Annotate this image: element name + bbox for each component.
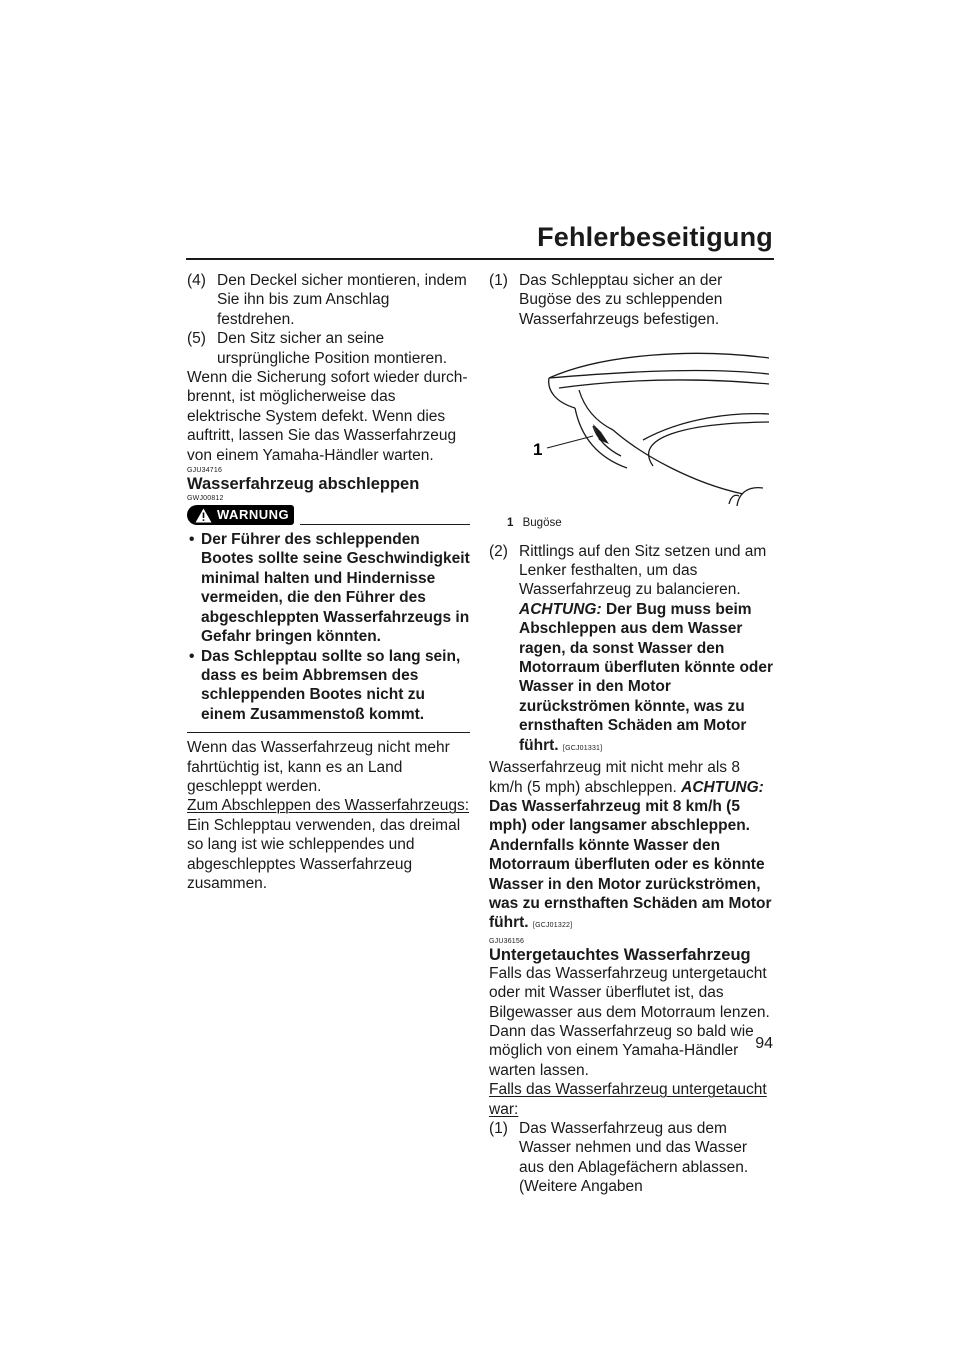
caution-text: Das Wasserfahrzeug mit 8 km/h (5 mph) oder langsamer abschleppen. Andernfalls könnte Wasser den Motorraum überfluten oder es könnte Wasser in den Motor zurückströmen, was zu ernsthaften Schäden am Motor führt. (489, 797, 772, 932)
warning-box (187, 525, 470, 733)
warning-badge (187, 505, 294, 525)
right-column (489, 271, 774, 1197)
caution-code: [GCJ01331] (562, 744, 603, 752)
callout-number: 1 (533, 440, 543, 460)
caption-text: Bugöse (522, 517, 562, 530)
step-text: Den Sitz sicher an seine ursprüngliche Position montieren. (217, 330, 448, 367)
bullet-dot: • (189, 531, 195, 549)
hull-drawing (493, 348, 769, 508)
fuse-paragraph: Wenn die Sicherung sofort wieder durchbrennt, ist möglicherweise das elektrische System defekt. Wenn dies auftritt, lassen Sie das Wasserfahrzeug von einem Yamaha-Händler warten. (187, 369, 468, 464)
step-number: (2) (489, 542, 508, 560)
caution-text: Der Bug muss beim Abschleppen aus dem Wasser ragen, da sonst Wasser den Motorraum überfluten könnte oder Wasser in den Motor zurückströmen könnte, was zu ernsthaften Schäden am Motor führt. (519, 600, 774, 754)
left-column (187, 271, 470, 893)
header-rule (186, 258, 774, 260)
warning-bullet: • Der Führer des schleppenden Bootes sollte seine Geschwindigkeit minimal halten und Hindernisse vermeiden, die den Führer des abgeschleppten Wasserfahrzeugs in Gefahr bringen könnten. (189, 531, 470, 646)
step-4 (187, 271, 470, 329)
step-number: (5) (187, 330, 206, 348)
warning-rule (300, 524, 470, 525)
step-number: (1) (489, 1120, 508, 1137)
towline-paragraph: Ein Schlepptau verwenden, das dreimal so lang ist wie schleppendes und abgeschlepptes Wasserfahrzeug zusammen. (187, 816, 461, 892)
step-2-balance (489, 542, 774, 758)
warning-header (187, 505, 470, 525)
speed-paragraph: Wasserfahrzeug mit nicht mehr als 8 km/h (5 mph) abschleppen. ACHTUNG: Das Wasserfahrzeug mit 8 km/h (5 mph) oder langsamer abschleppen. Andernfalls könnte Wasser den Motorraum überfluten oder es könnte Wasser in den Motor zurückströmen, was zu ernsthaften Schäden am Motor führt. [GCJ01322] (489, 759, 772, 932)
step-number: (4) (187, 272, 206, 289)
step-text: Das Schlepptau sicher an der Bugöse des zu schleppenden Wasserfahrzeugs befestigen. (519, 272, 723, 328)
section-title-towing: Wasserfahrzeug abschleppen (187, 475, 420, 494)
step-number: (1) (489, 272, 508, 289)
step-1-towline (489, 271, 774, 329)
warning-code: GWJ00812 (187, 495, 224, 503)
submerged-subheading: Falls das Wasserfahrzeug untergetaucht war: (489, 1081, 767, 1118)
step-text: Das Wasserfahrzeug aus dem Wasser nehmen und das Wasser aus den Ablagefächern ablassen. (Weitere Angaben (519, 1120, 749, 1196)
step-1-drain (489, 1119, 774, 1197)
page-title: Fehlerbeseitigung (537, 222, 773, 252)
step-text: Den Deckel sicher montieren, indem Sie ihn bis zum Anschlag festdrehen. (217, 272, 467, 328)
step-text: Rittlings auf den Sitz setzen und am Lenker festhalten, um das Wasserfahrzeug zu balancieren. (519, 542, 767, 599)
submerged-paragraph: Falls das Wasserfahrzeug untergetaucht oder mit Wasser überflutet ist, das Bilgewasser aus dem Motorraum lenzen. Dann das Wasserfahrzeug so bald wie möglich von einem Yamaha-Händler warten lassen. (489, 964, 770, 1079)
section-code: GJU36156 (489, 937, 525, 945)
caution-label: ACHTUNG: (681, 778, 764, 796)
step-5 (187, 329, 470, 368)
caution-label: ACHTUNG: (519, 600, 602, 618)
bullet-dot: • (189, 647, 195, 665)
section-code: GJU34716 (187, 467, 223, 475)
towing-subheading: Zum Abschleppen des Wasserfahrzeugs: (187, 797, 470, 815)
warning-label: WARNUNG (217, 507, 290, 523)
section-title-submerged: Untergetauchtes Wasserfahrzeug (489, 945, 751, 964)
warning-bullet: • Das Schlepptau sollte so lang sein, dass es beim Abbremsen des schleppenden Bootes nicht zu einem Zusammenstoß kommt. (189, 647, 461, 723)
warning-triangle-icon (195, 508, 212, 523)
bow-eye-illustration (493, 348, 769, 508)
page-number: 94 (755, 1035, 773, 1052)
towing-paragraph: Wenn das Wasserfahrzeug nicht mehr fahrtüchtig ist, kann es an Land geschleppt werden. (187, 739, 450, 795)
figure-caption (507, 514, 774, 533)
caption-number: 1 (507, 517, 514, 530)
caution-code: [GCJ01322] (532, 922, 573, 930)
